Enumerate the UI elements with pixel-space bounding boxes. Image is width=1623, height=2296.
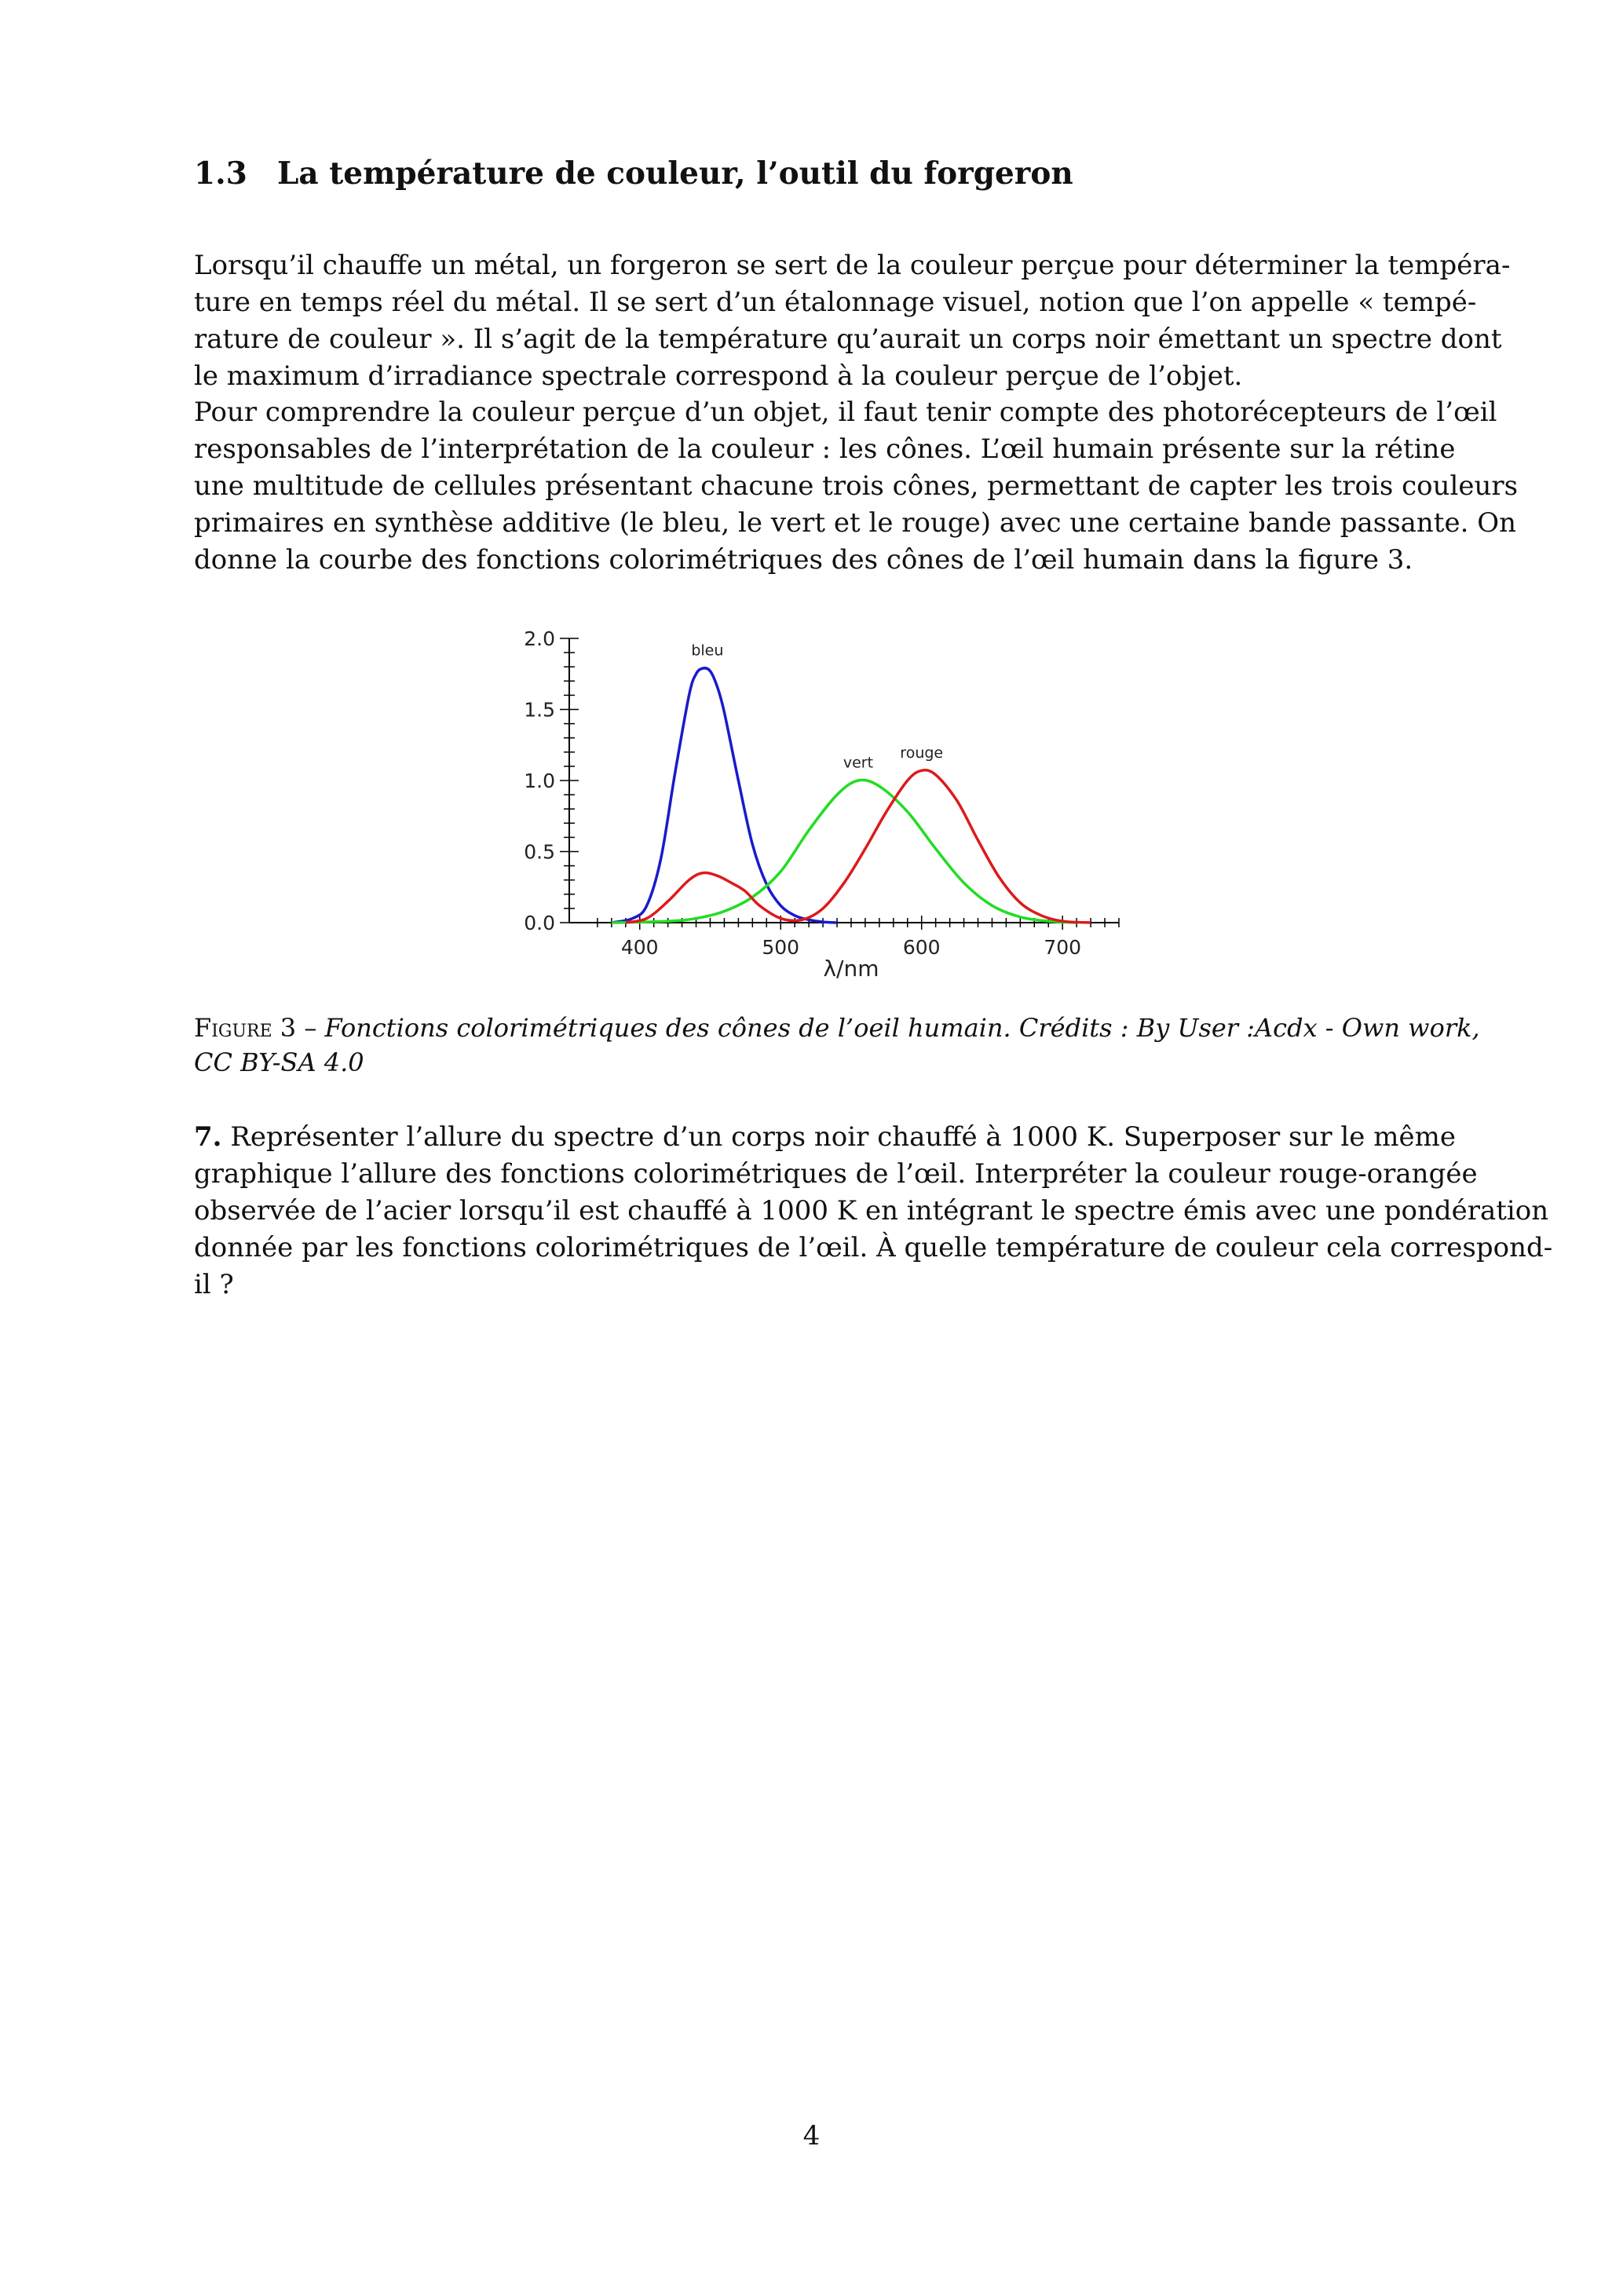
question-line: il ?	[194, 1269, 234, 1300]
paragraph-line: rature de couleur ». Il s’agit de la température qu’aurait un corps noir émettant un spectre dont	[194, 324, 1502, 355]
paragraph-line: donne la courbe des fonctions colorimétriques des cônes de l’œil humain dans la figure 3.	[194, 544, 1413, 576]
figure-caption	[194, 1011, 1480, 1080]
color-matching-chart	[495, 624, 1139, 993]
x-tick-label: 500	[762, 936, 800, 959]
question-line: donnée par les fonctions colorimétriques de l’œil. À quelle température de couleur cela correspond-	[194, 1232, 1553, 1263]
section-number: 1.3	[194, 155, 247, 192]
paragraph-cones	[194, 394, 1519, 579]
series-line-rouge	[626, 770, 1091, 923]
series-label-vert: vert	[843, 754, 874, 772]
y-tick-label: 0.0	[524, 912, 555, 934]
section-heading	[194, 155, 1073, 192]
x-axis-label: λ/nm	[823, 956, 879, 982]
question-number: 7.	[194, 1121, 222, 1153]
section-title: La température de couleur, l’outil du forgeron	[277, 155, 1073, 192]
question-7	[194, 1119, 1553, 1303]
y-tick-label: 2.0	[524, 627, 555, 650]
series-label-rouge: rouge	[900, 744, 944, 762]
paragraph-line: ture en temps réel du métal. Il se sert d’un étalonnage visuel, notion que l’on appelle « tempé-	[194, 287, 1477, 318]
paragraph-forgeron	[194, 247, 1511, 395]
paragraph-line: une multitude de cellules présentant chacune trois cônes, permettant de capter les trois couleurs	[194, 470, 1519, 502]
question-line: graphique l’allure des fonctions colorimétriques de l’œil. Interpréter la couleur rouge-orangée	[194, 1158, 1478, 1190]
paragraph-line: primaires en synthèse additive (le bleu, le vert et le rouge) avec une certaine bande passante. On	[194, 507, 1516, 539]
paragraph-line: Pour comprendre la couleur perçue d’un objet, il faut tenir compte des photorécepteurs de l’œil	[194, 397, 1497, 428]
caption-text: Fonctions colorimétriques des cônes de l’oeil humain. Crédits : By User :Acdx - Own work,	[324, 1013, 1480, 1043]
question-line: Représenter l’allure du spectre d’un corps noir chauffé à 1000 K. Superposer sur le même	[230, 1121, 1456, 1153]
caption-label: Figure 3	[194, 1013, 297, 1043]
y-tick-label: 1.0	[524, 770, 555, 792]
question-line: observée de l’acier lorsqu’il est chauffé à 1000 K en intégrant le spectre émis avec une pondération	[194, 1195, 1549, 1227]
paragraph-line: Lorsqu’il chauffe un métal, un forgeron se sert de la couleur perçue pour déterminer la tempéra-	[194, 250, 1511, 281]
caption-license: CC BY-SA 4.0	[194, 1047, 364, 1077]
page-number: 4	[802, 2120, 821, 2152]
series-label-bleu: bleu	[691, 642, 724, 660]
figure-3	[495, 624, 1139, 993]
x-tick-label: 600	[902, 936, 941, 959]
series-line-bleu	[612, 668, 837, 923]
paragraph-line: le maximum d’irradiance spectrale correspond à la couleur perçue de l’objet.	[194, 360, 1243, 392]
y-tick-label: 0.5	[524, 840, 555, 864]
x-tick-label: 400	[620, 936, 659, 959]
series-line-vert	[612, 780, 1077, 923]
paragraph-line: responsables de l’interprétation de la couleur : les cônes. L’œil humain présente sur la rétine	[194, 433, 1456, 465]
caption-dash: –	[304, 1013, 317, 1043]
x-tick-label: 700	[1044, 936, 1082, 959]
y-tick-label: 1.5	[524, 698, 555, 722]
